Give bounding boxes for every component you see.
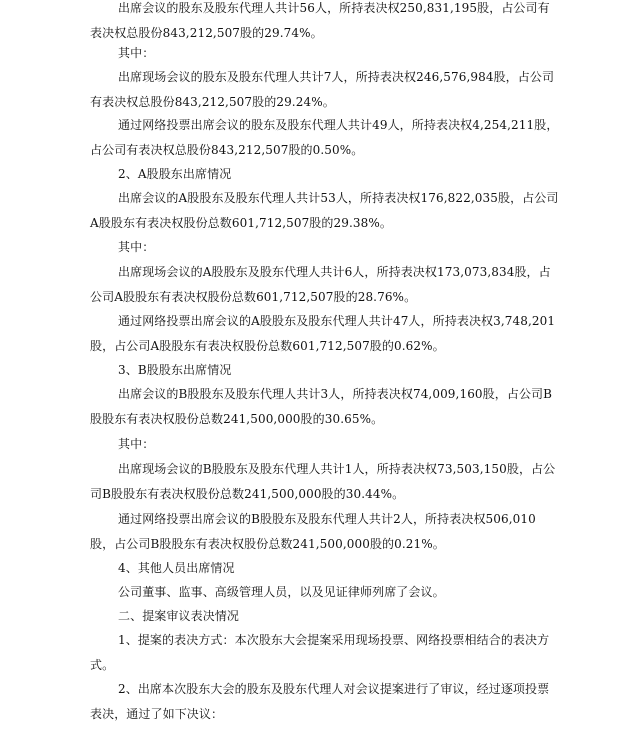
paragraph-among-3: 其中： bbox=[118, 437, 155, 451]
heading-a-share: 2、A股股东出席情况 bbox=[118, 167, 232, 181]
paragraph-a-share-total: 出席会议的A股股东及股东代理人共计53人，所持表决权176,822,035股，占公司A股股东有表决权股份总数601,712,507股的29.38%。 bbox=[90, 191, 559, 230]
paragraph-a-share-online: 通过网络投票出席会议的A股股东及股东代理人共计47人，所持表决权3,748,201股，占公司A股股东有表决权股份总数601,712,507股的0.62%。 bbox=[90, 314, 556, 353]
paragraph-b-share-total: 出席会议的B股股东及股东代理人共计3人，所持表决权74,009,160股，占公司B股股东有表决权股份总数241,500,000股的30.65%。 bbox=[90, 387, 553, 426]
paragraph-b-share-onsite: 出席现场会议的B股股东及股东代理人共计1人，所持表决权73,503,150股，占公司B股股东有表决权股份总数241,500,000股的30.44%。 bbox=[90, 462, 556, 501]
paragraph-b-share-online: 通过网络投票出席会议的B股股东及股东代理人共计2人，所持表决权506,010股，占公司B股股东有表决权股份总数241,500,000股的0.21%。 bbox=[90, 512, 536, 551]
paragraph-total-attendance: 出席会议的股东及股东代理人共计56人，所持表决权250,831,195股，占公司有表决权总股份843,212,507股的29.74%。 bbox=[90, 1, 550, 40]
paragraph-voting-method: 1、提案的表决方式：本次股东大会提案采用现场投票、网络投票相结合的表决方式。 bbox=[90, 633, 550, 672]
paragraph-a-share-onsite: 出席现场会议的A股股东及股东代理人共计6人，所持表决权173,073,834股，占公司A股股东有表决权股份总数601,712,507股的28.76%。 bbox=[90, 265, 551, 304]
heading-section-two: 二、提案审议表决情况 bbox=[118, 609, 240, 623]
paragraph-among-2: 其中： bbox=[118, 240, 155, 254]
paragraph-others-attendance: 公司董事、监事、高级管理人员，以及见证律师列席了会议。 bbox=[118, 585, 445, 599]
heading-b-share: 3、B股股东出席情况 bbox=[118, 363, 232, 377]
paragraph-online-total: 通过网络投票出席会议的股东及股东代理人共计49人，所持表决权4,254,211股，占公司有表决权总股份843,212,507股的0.50%。 bbox=[90, 118, 559, 157]
paragraph-onsite-total: 出席现场会议的股东及股东代理人共计7人，所持表决权246,576,984股，占公司有表决权总股份843,212,507股的29.24%。 bbox=[90, 70, 555, 109]
paragraph-resolutions-intro: 2、出席本次股东大会的股东及股东代理人对会议提案进行了审议，经过逐项投票表决，通过了如下决议： bbox=[90, 682, 550, 721]
heading-others: 4、其他人员出席情况 bbox=[118, 561, 235, 575]
paragraph-among-1: 其中： bbox=[118, 46, 155, 60]
